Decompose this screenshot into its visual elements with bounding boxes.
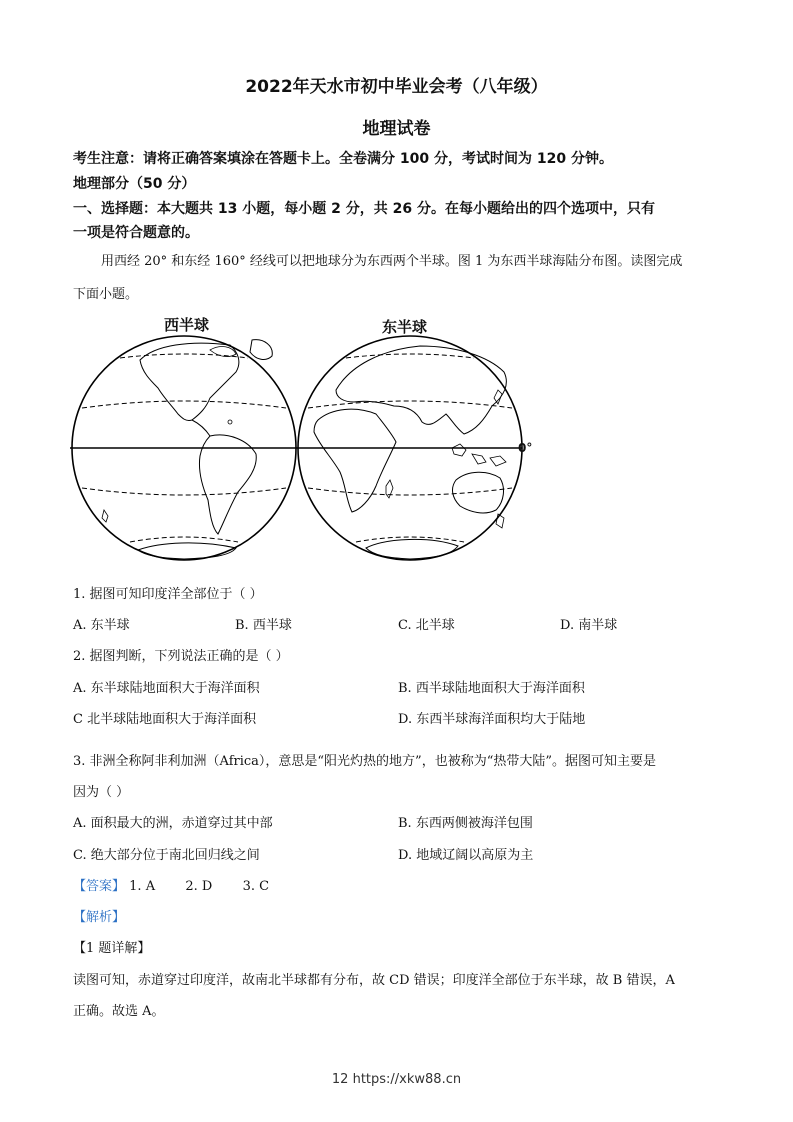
answer-row bbox=[73, 875, 269, 894]
exam-title: 2022年天水市初中毕业会考（八年级） bbox=[245, 77, 548, 97]
q3-option-c: C. 绝大部分位于南北回归线之间 bbox=[73, 848, 260, 863]
answer-2: 2. D bbox=[185, 879, 213, 894]
instructions-line-2: 一项是符合题意的。 bbox=[73, 225, 199, 241]
equator-label: 0° bbox=[518, 441, 533, 455]
exam-subtitle: 地理试卷 bbox=[362, 119, 431, 139]
intro-line-2: 下面小题。 bbox=[73, 287, 139, 302]
explanation-line-1: 读图可知，赤道穿过印度洋，故南北半球都有分布，故 CD 错误；印度洋全部位于东半球，故 B 错误，A bbox=[73, 973, 675, 988]
q2-option-a: A. 东半球陆地面积大于海洋面积 bbox=[73, 681, 260, 696]
hemisphere-map bbox=[60, 310, 550, 570]
explanation-line-2: 正确。故选 A。 bbox=[73, 1004, 165, 1019]
q2-option-b: B. 西半球陆地面积大于海洋面积 bbox=[398, 681, 585, 696]
q2-stem: 2. 据图判断，下列说法正确的是（ ） bbox=[73, 649, 289, 664]
west-hemisphere-label: 西半球 bbox=[164, 316, 210, 334]
q2-option-c: C 北半球陆地面积大于海洋面积 bbox=[73, 712, 257, 727]
intro-line-1: 用西经 20° 和东经 160° 经线可以把地球分为东西两个半球。图 1 为东西半球海陆分布图。读图完成 bbox=[101, 254, 683, 269]
analysis-tag: 【解析】 bbox=[73, 910, 126, 925]
q3-stem-line-2: 因为（ ） bbox=[73, 785, 130, 800]
q3-option-b: B. 东西两侧被海洋包围 bbox=[398, 816, 533, 831]
q3-stem-line-1: 3. 非洲全称阿非利加洲（Africa），意思是“阳光灼热的地方”，也被称为“热带大陆”。据图可知主要是 bbox=[73, 754, 656, 769]
answer-3: 3. C bbox=[242, 879, 270, 894]
answer-1: 1. A bbox=[129, 879, 156, 894]
page-footer: 12 https://xkw88.cn bbox=[331, 1072, 462, 1087]
notice: 考生注意：请将正确答案填涂在答题卡上。全卷满分 100 分，考试时间为 120 分钟。 bbox=[73, 151, 613, 167]
detail-tag: 【1 题详解】 bbox=[73, 941, 151, 956]
section-heading: 地理部分（50 分） bbox=[73, 176, 196, 192]
q1-stem: 1. 据图可知印度洋全部位于（ ） bbox=[73, 587, 263, 602]
q2-option-d: D. 东西半球海洋面积均大于陆地 bbox=[398, 712, 586, 727]
answer-tag: 【答案】 bbox=[73, 879, 126, 894]
hemisphere-map-drawing bbox=[60, 310, 550, 570]
q1-option-b: B. 西半球 bbox=[235, 618, 292, 633]
east-hemisphere-label: 东半球 bbox=[382, 318, 428, 336]
instructions-line-1: 一、选择题：本大题共 13 小题，每小题 2 分，共 26 分。在每小题给出的四个选项中，只有 bbox=[73, 201, 655, 217]
q3-option-d: D. 地域辽阔以高原为主 bbox=[398, 848, 534, 863]
q1-option-c: C. 北半球 bbox=[398, 618, 455, 633]
q1-option-d: D. 南半球 bbox=[560, 618, 618, 633]
q3-option-a: A. 面积最大的洲，赤道穿过其中部 bbox=[73, 816, 273, 831]
q1-option-a: A. 东半球 bbox=[73, 618, 130, 633]
